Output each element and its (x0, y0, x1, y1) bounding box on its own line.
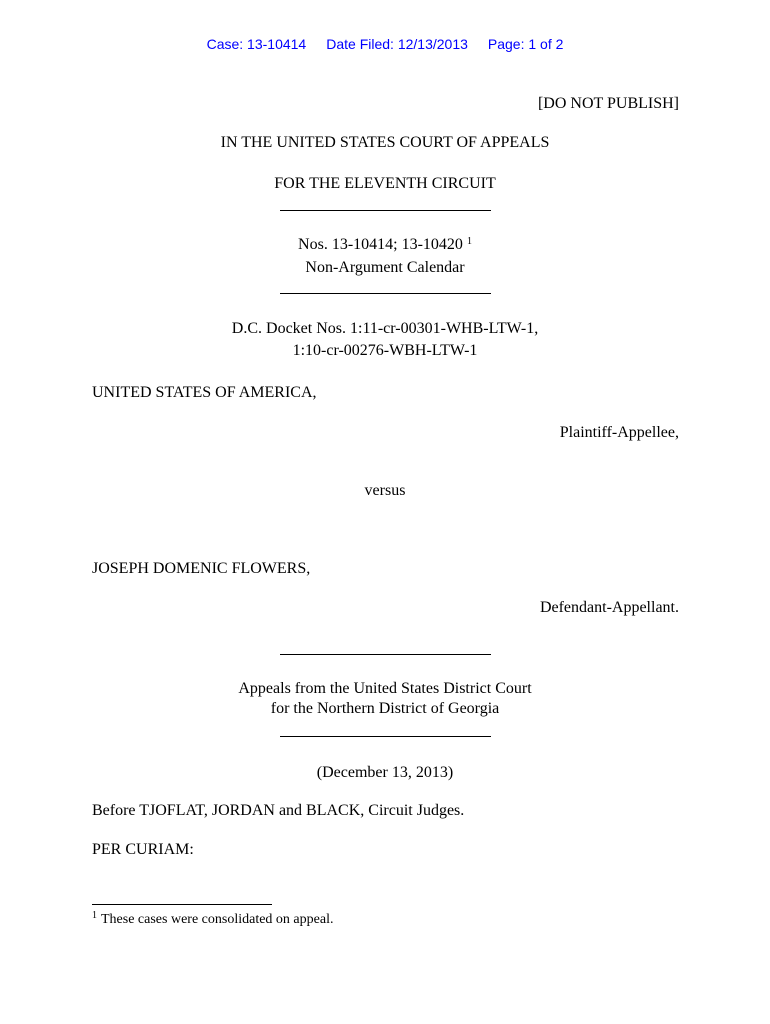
docket-line-1: D.C. Docket Nos. 1:11-cr-00301-WHB-LTW-1, (231, 320, 539, 337)
panel-judges: Before TJOFLAT, JORDAN and BLACK, Circuit Judges. (92, 802, 465, 819)
appeal-from-line-1: Appeals from the United States District Court (238, 680, 532, 697)
footnote-reference: 1 (466, 236, 472, 247)
docket-line-2: 1:10-cr-00276-WBH-LTW-1 (292, 342, 478, 359)
decision-date: (December 13, 2013) (316, 764, 454, 781)
case-numbers (0, 236, 770, 254)
separator-rule (280, 210, 491, 211)
plaintiff-name: UNITED STATES OF AMERICA, (92, 384, 317, 401)
versus-label: versus (364, 482, 406, 499)
date-filed-stamp: Date Filed: 12/13/2013 (326, 36, 468, 52)
separator-rule (280, 293, 491, 294)
publish-note: [DO NOT PUBLISH] (537, 95, 679, 112)
appeal-from-line-2: for the Northern District of Georgia (270, 700, 500, 717)
calendar-type: Non-Argument Calendar (305, 259, 465, 276)
case-number-stamp: Case: 13-10414 (206, 36, 307, 52)
footnote-mark: 1 (92, 910, 97, 921)
footnote-separator (92, 904, 272, 905)
per-curiam-heading: PER CURIAM: (92, 841, 194, 858)
footnote-text: These cases were consolidated on appeal. (101, 912, 334, 927)
plaintiff-role: Plaintiff-Appellee, (559, 424, 679, 441)
case-numbers-text: Nos. 13-10414; 13-10420 (298, 236, 463, 253)
separator-rule (280, 736, 491, 737)
filing-stamp (0, 36, 770, 52)
court-name: IN THE UNITED STATES COURT OF APPEALS (220, 134, 550, 151)
footnote (92, 912, 333, 928)
page-count-stamp: Page: 1 of 2 (487, 36, 564, 52)
defendant-name: JOSEPH DOMENIC FLOWERS, (92, 560, 311, 577)
circuit-name: FOR THE ELEVENTH CIRCUIT (274, 175, 496, 192)
defendant-role: Defendant-Appellant. (539, 599, 679, 616)
separator-rule (280, 654, 491, 655)
